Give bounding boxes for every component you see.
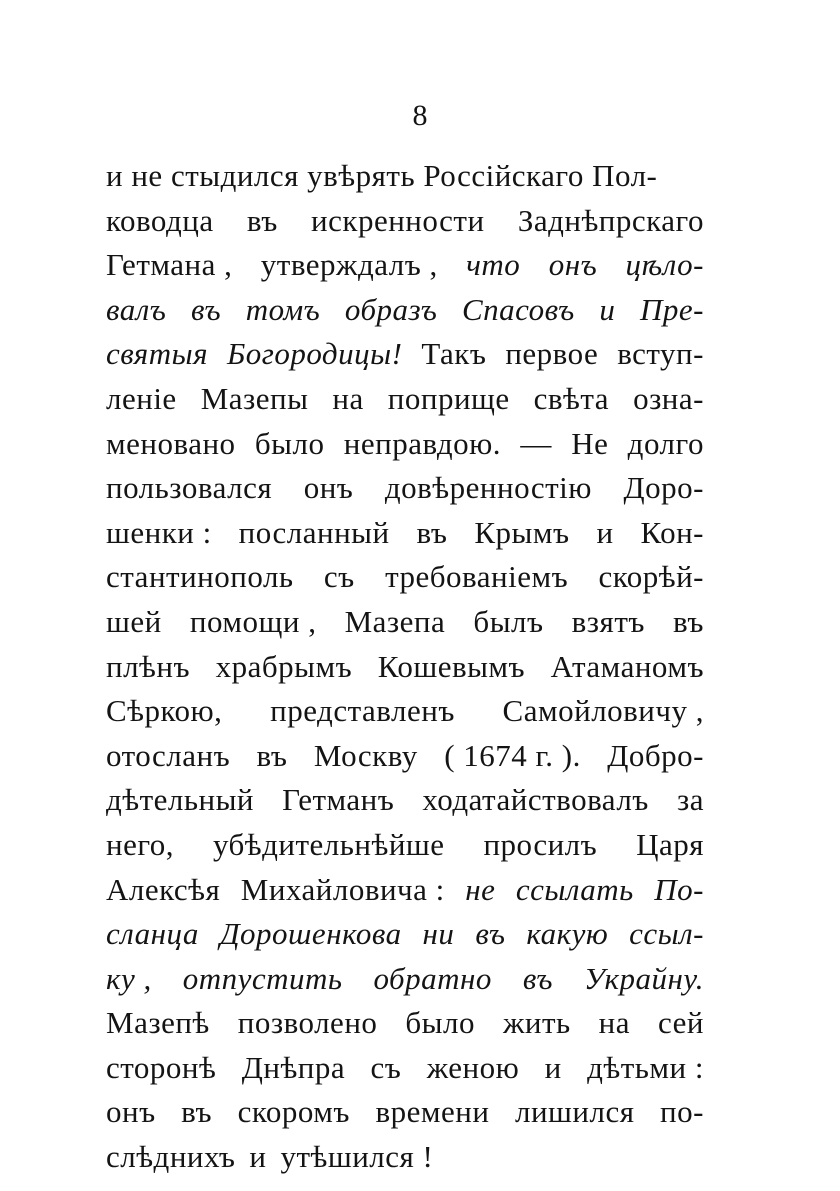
word: озна- xyxy=(633,380,704,416)
word: Михайловича : xyxy=(240,871,445,907)
word: онъ xyxy=(303,470,354,506)
word: было xyxy=(254,425,325,461)
word: слѣднихъ xyxy=(106,1139,236,1175)
word: Гетманъ xyxy=(282,782,395,818)
word: и xyxy=(544,1049,562,1085)
word: по- xyxy=(660,1094,704,1130)
word: убѣдительнѣйше xyxy=(212,826,445,862)
word: въ xyxy=(522,960,554,996)
word: онъ xyxy=(548,247,598,283)
word: отосланъ xyxy=(106,737,231,773)
word: женою xyxy=(426,1049,520,1085)
word: По- xyxy=(654,871,704,907)
word: помощи , xyxy=(189,603,317,639)
word: утверждалъ , xyxy=(260,247,438,283)
text-line xyxy=(106,154,704,199)
word: поприще xyxy=(387,380,510,416)
word: святыя xyxy=(106,336,209,372)
word: долго xyxy=(627,425,704,461)
word: дѣтельный xyxy=(106,782,255,818)
word: въ xyxy=(475,916,506,952)
word: Не xyxy=(571,425,609,461)
word: Заднѣпрскаго xyxy=(517,202,704,238)
word: ссылать xyxy=(515,871,634,907)
word: томъ xyxy=(245,291,321,327)
word: скорѣй- xyxy=(598,559,704,595)
word: сей xyxy=(657,1005,704,1041)
word: и xyxy=(599,291,616,327)
word: въ xyxy=(190,291,222,327)
word: жить xyxy=(502,1005,571,1041)
word: ходатайствовалъ xyxy=(422,782,649,818)
word: леніе xyxy=(106,380,177,416)
word: Спасовъ xyxy=(461,291,575,327)
word: въ xyxy=(673,603,704,639)
word: скоромъ xyxy=(237,1094,350,1130)
word: въ xyxy=(246,202,278,238)
word: неправдою. xyxy=(343,425,502,461)
word: на xyxy=(332,380,364,416)
word: Алексѣя xyxy=(106,871,221,907)
word: Дорошенкова xyxy=(219,916,402,952)
word: Самойловичу , xyxy=(502,693,704,729)
word: Крымъ xyxy=(474,514,570,550)
word: былъ xyxy=(473,603,544,639)
word: обратно xyxy=(373,960,492,996)
word: Украйну. xyxy=(583,960,704,996)
text-line xyxy=(106,823,704,868)
word: ( 1674 г. ). xyxy=(444,737,581,773)
word: онъ xyxy=(106,1094,156,1130)
text-line xyxy=(106,689,704,734)
word: времени xyxy=(375,1094,490,1130)
word: валъ xyxy=(106,291,167,327)
word: Мазепы xyxy=(200,380,309,416)
word: образъ xyxy=(344,291,438,327)
word: лишился xyxy=(514,1094,635,1130)
text-line xyxy=(106,511,704,556)
word: шенки : xyxy=(106,514,212,550)
word: посланный xyxy=(238,514,390,550)
word: въ xyxy=(256,737,288,773)
word: сторонѣ xyxy=(106,1049,217,1085)
word: было xyxy=(405,1005,475,1041)
word: и xyxy=(249,1139,267,1175)
text-line xyxy=(106,868,704,913)
word: сланца xyxy=(106,916,199,952)
text-line xyxy=(106,734,704,779)
body-text xyxy=(106,154,704,1180)
text-line xyxy=(106,288,704,333)
text-line xyxy=(106,466,704,511)
word: Гетмана , xyxy=(106,247,233,283)
word: свѣта xyxy=(533,380,610,416)
word: взятъ xyxy=(571,603,645,639)
word: ни xyxy=(422,916,455,952)
word: стантинополь xyxy=(106,559,294,595)
word: Мазепѣ xyxy=(106,1005,210,1041)
word: Сѣркою, xyxy=(106,693,223,729)
word: утѣшился ! xyxy=(280,1139,434,1175)
word: Мазепа xyxy=(344,603,446,639)
word: въ xyxy=(416,514,448,550)
word: Днѣпра xyxy=(241,1049,346,1085)
word: храбрымъ xyxy=(215,648,353,684)
word: пользовался xyxy=(106,470,273,506)
text-line xyxy=(106,555,704,600)
word: просилъ xyxy=(483,826,598,862)
word: Москву xyxy=(313,737,418,773)
word: плѣнъ xyxy=(106,648,191,684)
text-line xyxy=(106,1135,704,1180)
word: позволено xyxy=(237,1005,378,1041)
text-line xyxy=(106,422,704,467)
text-line xyxy=(106,778,704,823)
word: дѣтьми : xyxy=(587,1049,704,1085)
word: отпустить xyxy=(182,960,343,996)
word: шей xyxy=(106,603,162,639)
word: представленъ xyxy=(270,693,455,729)
word: на xyxy=(598,1005,630,1041)
word: не xyxy=(465,871,496,907)
word: Царя xyxy=(636,826,704,862)
text-line xyxy=(106,1090,704,1135)
text-line xyxy=(106,377,704,422)
word: вступ- xyxy=(617,336,704,372)
text-line xyxy=(106,600,704,645)
word: — xyxy=(520,425,552,461)
word: Такъ xyxy=(421,336,487,372)
word: что xyxy=(466,247,521,283)
text-line xyxy=(106,645,704,690)
text-line xyxy=(106,332,704,377)
word: него, xyxy=(106,826,175,862)
word: въ xyxy=(181,1094,213,1130)
word: цѣло- xyxy=(625,247,704,283)
word: искренности xyxy=(311,202,485,238)
word: Кон- xyxy=(640,514,704,550)
word: за xyxy=(676,782,704,818)
word: меновано xyxy=(106,425,236,461)
page-number: 8 xyxy=(412,99,428,132)
text-line xyxy=(106,912,704,957)
word: какую xyxy=(526,916,609,952)
word: и не стыдился увѣрять Россійскаго Пол- xyxy=(106,158,658,193)
word: ководца xyxy=(106,202,214,238)
word: первое xyxy=(505,336,599,372)
word: Пре- xyxy=(639,291,704,327)
text-line xyxy=(106,1046,704,1091)
word: требованіемъ xyxy=(385,559,569,595)
word: и xyxy=(596,514,614,550)
word: ссыл- xyxy=(629,916,704,952)
word: ку , xyxy=(106,960,152,996)
text-line xyxy=(106,199,704,244)
word: Кошевымъ xyxy=(377,648,526,684)
word: съ xyxy=(323,559,355,595)
text-line xyxy=(106,1001,704,1046)
text-line xyxy=(106,243,704,288)
word: Атаманомъ xyxy=(550,648,704,684)
word: довѣренностію xyxy=(384,470,592,506)
word: съ xyxy=(370,1049,402,1085)
word: Добро- xyxy=(607,737,704,773)
word: Доро- xyxy=(623,470,704,506)
word: Богородицы! xyxy=(226,336,403,372)
text-line xyxy=(106,957,704,1002)
